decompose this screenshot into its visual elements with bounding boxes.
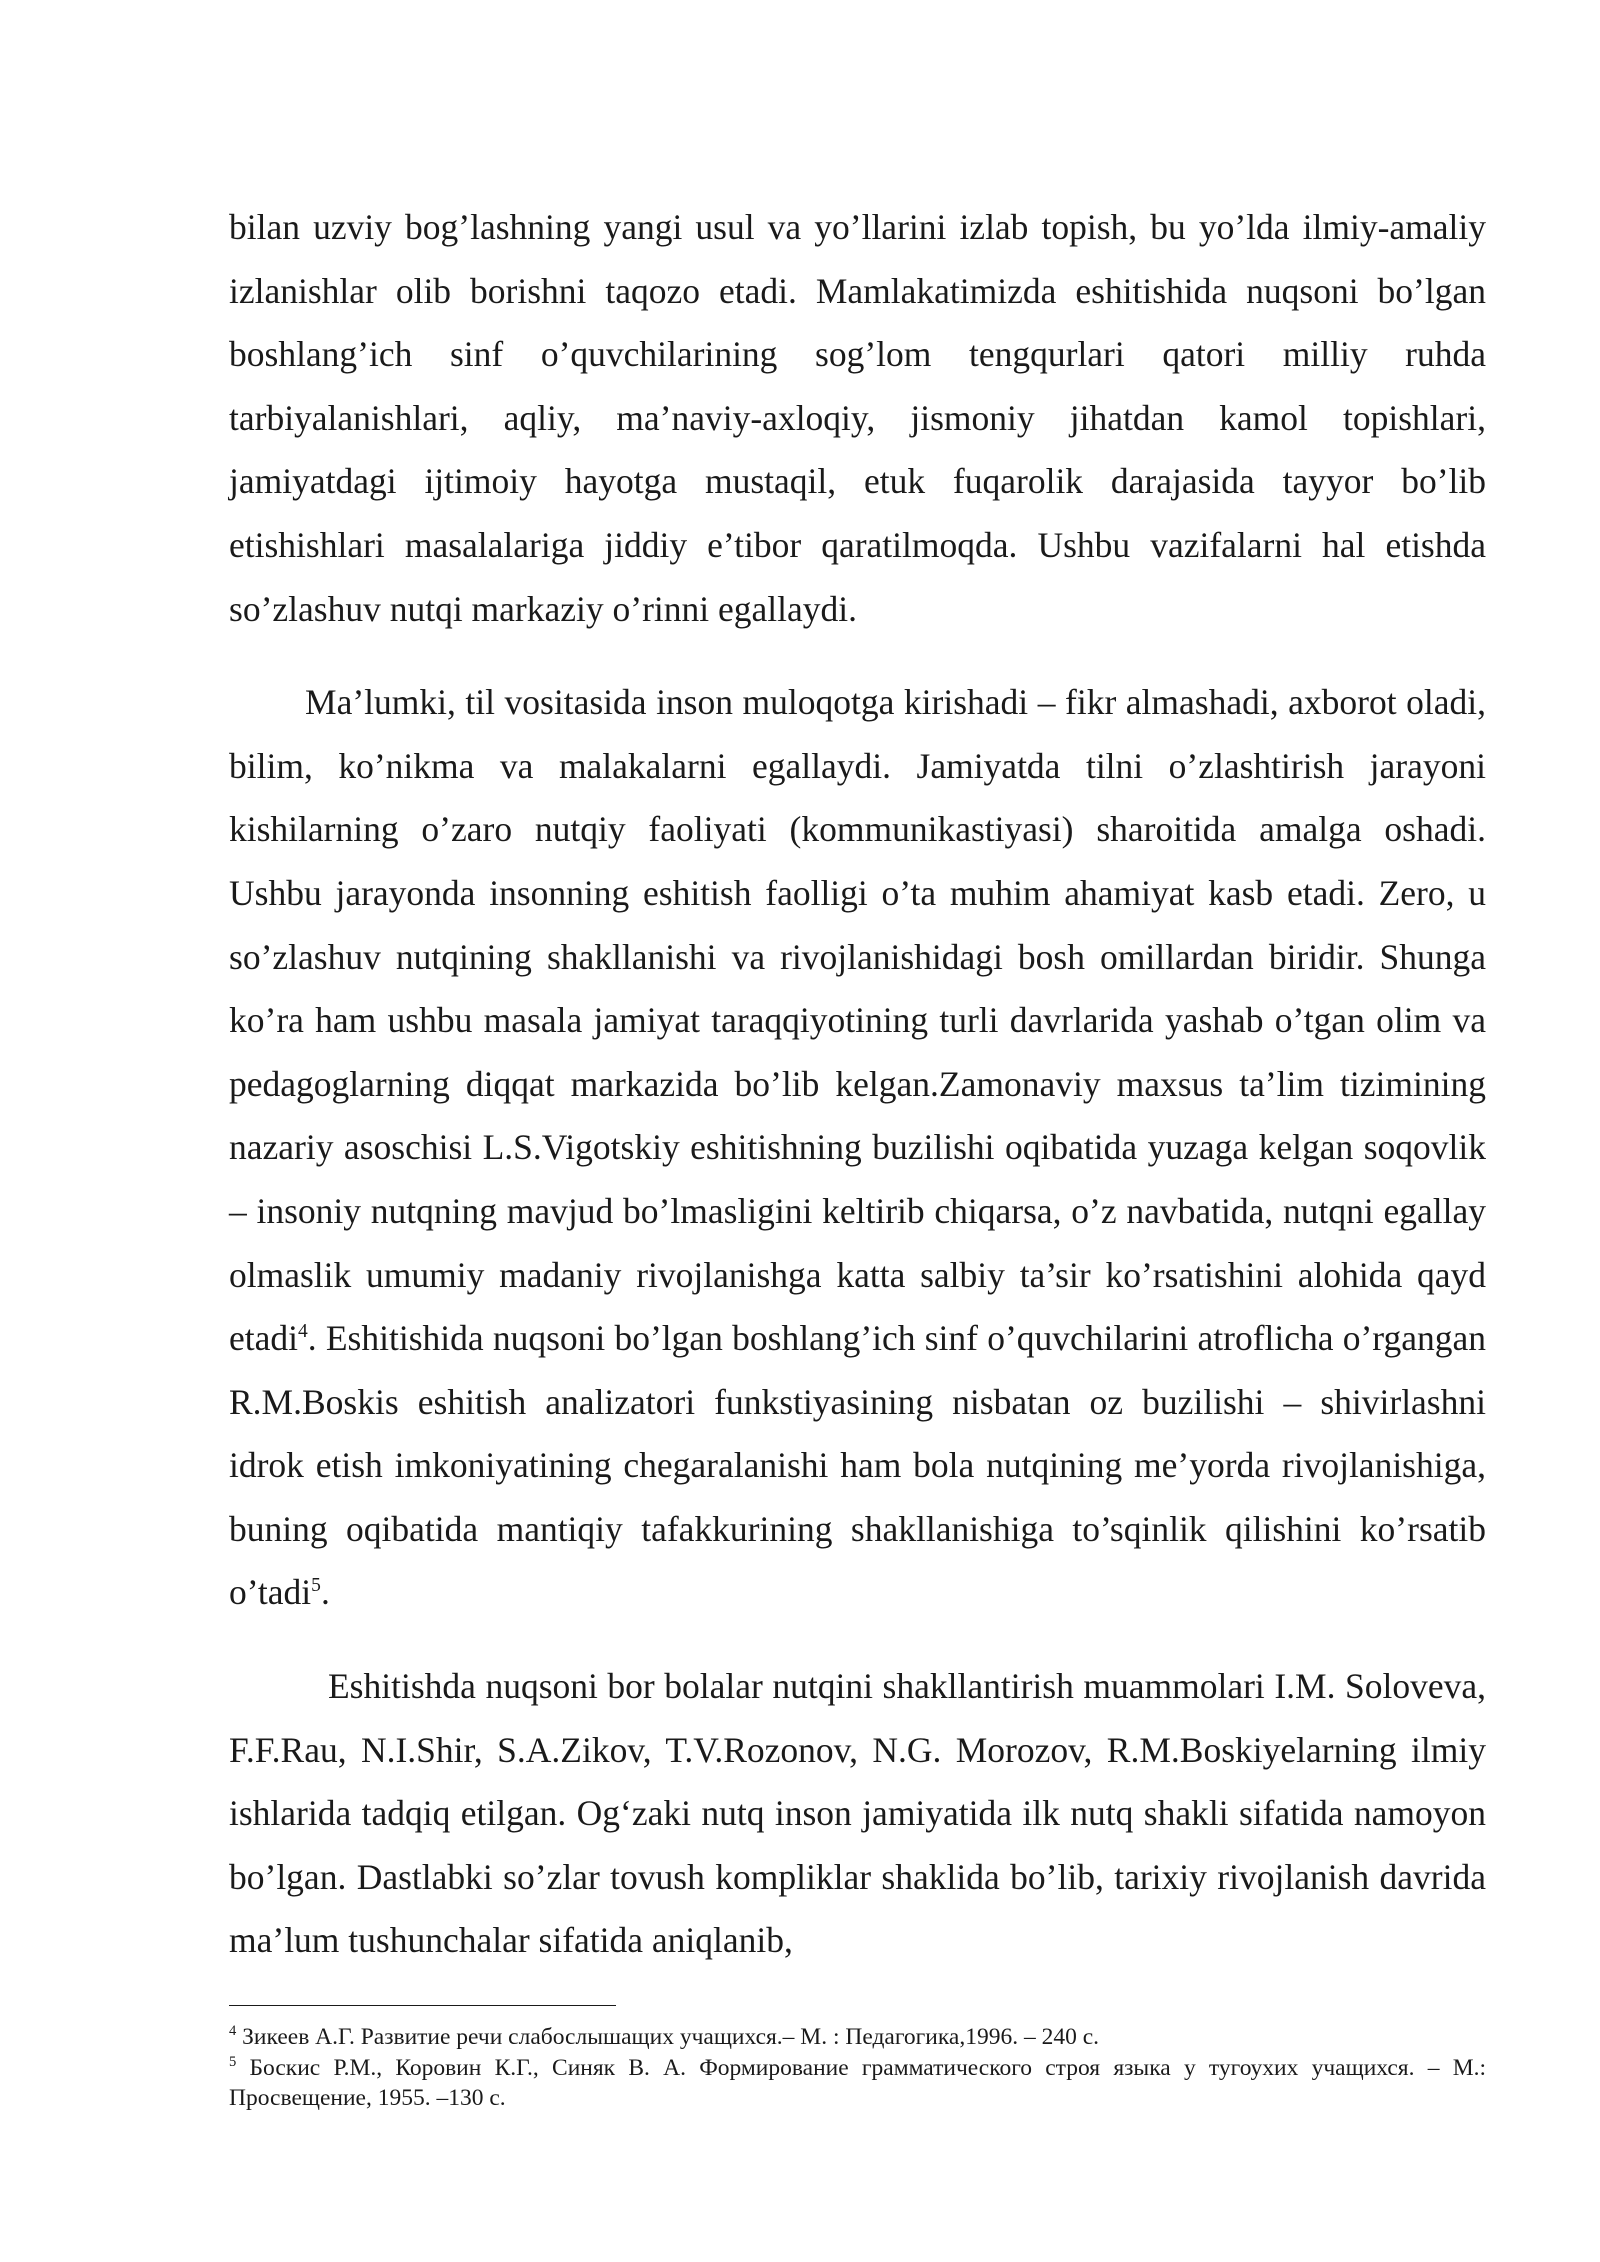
footnote-ref-5[interactable]: 5	[311, 1575, 321, 1597]
paragraph-3-text: Eshitishda nuqsoni bor bolalar nutqini shakllantirish muammolari I.M. Soloveva, F.F.Rau, N.I.Shir, S.A.Zikov, T.V.Rozonov, N.G. Morozov, R.M.Boskiyelarning ilmiy ishlarida tadqiq etilgan. Og‘zaki nutq inson jamiyatida ilk nutq shakli sifatida namoyon bo’lgan. Dastlabki so’zlar tovush kompliklar shaklida bo’lib, tarixiy rivojlanish davrida ma’lum tushunchalar sifatida aniqlanib,	[229, 1666, 1486, 1961]
footnote-5	[229, 2053, 1486, 2114]
footnote-5-text: Боскис Р.М., Коровин К.Г., Синяк В. А. Формирование грамматического строя языка у тугоухих учащихся. – М.: Просвещение, 1955. –130 с.	[229, 2054, 1486, 2111]
footnote-ref-4[interactable]: 4	[298, 1321, 308, 1343]
footnote-5-number: 5	[229, 2053, 237, 2070]
paragraph-2	[229, 671, 1486, 1625]
footnote-separator	[229, 2005, 616, 2006]
footnote-4	[229, 2022, 1486, 2053]
body-text	[229, 196, 1486, 1973]
paragraph-1-text: bilan uzviy bog’lashning yangi usul va yo’llarini izlab topish, bu yo’lda ilmiy-amaliy izlanishlar olib borishni taqozo etadi. Mamlakatimizda eshitishida nuqsoni bo’lgan boshlang’ich sinf o’quvchilarining sog’lom tengqurlari qatori milliy ruhda tarbiyalanishlari, aqliy, ma’naviy-axloqiy, jismoniy jihatdan kamol topishlari, jamiyatdagi ijtimoiy hayotga mustaqil, etuk fuqarolik darajasida tayyor bo’lib etishishlari masalalariga jiddiy e’tibor qaratilmoqda. Ushbu vazifalarni hal etishda so’zlashuv nutqi markaziy o’rinni egallaydi.	[229, 207, 1486, 629]
paragraph-2-text-a: Ma’lumki, til vositasida inson muloqotga kirishadi – fikr almashadi, axborot oladi, bilim, ko’nikma va malakalarni egallaydi. Jamiyatda tilni o’zlashtirish jarayoni kishilarning o’zaro nutqiy faoliyati (kommunikastiyasi) sharoitida amalga oshadi. Ushbu jarayonda insonning eshitish faolligi o’ta muhim ahamiyat kasb etadi. Zero, u so’zlashuv nutqining shakllanishi va rivojlanishidagi bosh omillardan biridir. Shunga ko’ra ham ushbu masala jamiyat taraqqiyotining turli davrlarida yashab o’tgan olim va pedagoglarning diqqat markazida bo’lib kelgan.Zamonaviy maxsus ta’lim tizimining nazariy asoschisi L.S.Vigotskiy eshitishning buzilishi oqibatida yuzaga kelgan soqovlik – insoniy nutqning mavjud bo’lmasligini keltirib chiqarsa, o’z navbatida, nutqni egallay olmaslik umumiy madaniy rivojlanishga katta salbiy ta’sir ko’rsatishini alohida qayd etadi	[229, 682, 1486, 1359]
footnotes	[229, 2022, 1486, 2114]
footnote-4-number: 4	[229, 2023, 237, 2040]
footnote-4-text: Зикеев А.Г. Развитие речи слабослышащих учащихся.– М. : Педагогика,1996. – 240 с.	[236, 2024, 1100, 2050]
paragraph-2-text-b: . Eshitishida nuqsoni bo’lgan boshlang’ich sinf o’quvchilarini atroflicha o’rgangan R.M.Boskis eshitish analizatori funkstiyasining nisbatan oz buzilishi – shivirlashni idrok etish imkoniyatining chegaralanishi ham bola nutqining me’yorda rivojlanishiga, buning oqibatida mantiqiy tafakkurining shakllanishiga to’sqinlik qilishini ko’rsatib o’tadi	[229, 1318, 1486, 1613]
paragraph-1	[229, 196, 1486, 641]
paragraph-2-text-c: .	[320, 1572, 330, 1613]
paragraph-3	[229, 1655, 1486, 1973]
